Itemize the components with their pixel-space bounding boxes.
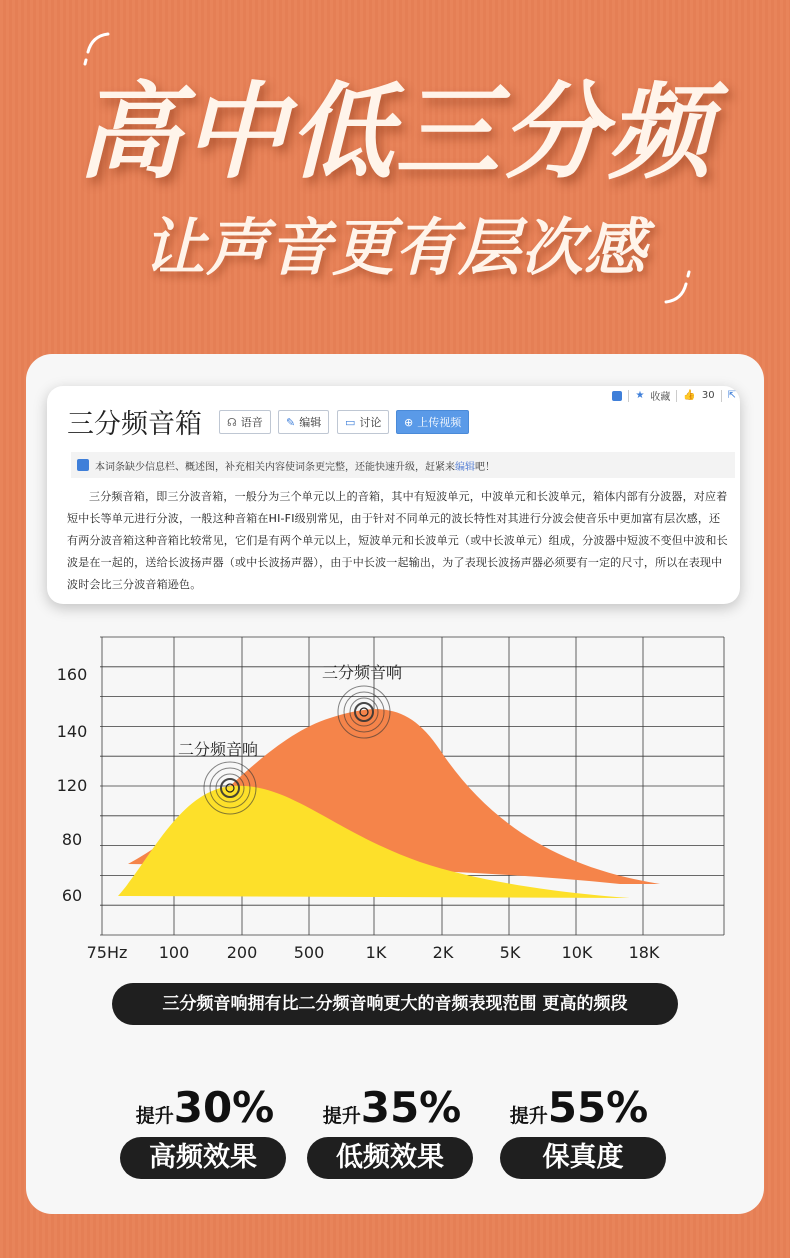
notice-text-after: 吧！ <box>475 461 495 473</box>
stat-2-value: 35% <box>360 1083 462 1132</box>
stat-3 <box>489 1083 669 1132</box>
edit-button-label: 编辑 <box>299 416 322 429</box>
share-icon[interactable]: ⇱ <box>727 390 736 401</box>
star-icon[interactable]: ★ <box>635 390 645 401</box>
favorite-label[interactable]: 收藏 <box>650 392 671 403</box>
discuss-button-label: 讨论 <box>359 416 382 429</box>
plus-circle-icon: ⊕ <box>404 415 414 429</box>
y-tick-label: 160 <box>56 665 88 684</box>
three-way-series-label: 三分频音响 <box>321 663 403 682</box>
y-tick-label: 120 <box>56 776 88 795</box>
headphone-icon: ☊ <box>227 415 237 429</box>
voice-button-label: 语音 <box>240 416 263 429</box>
x-tick-label: 5K <box>499 943 521 962</box>
y-tick-label: 140 <box>56 722 88 741</box>
wiki-paragraph: 三分频音箱，即三分波音箱，一般分为三个单元以上的音箱，其中有短波单元，中波单元和长波单元，箱体内部有分波器，对应着短中长等单元进行分波，一般这种音箱在HI-FI级别常见，由于针对不同单元的波长特性对其进行分波会使音乐中更加富有层次感，还有两分波音箱这种音箱比较常见，它们是有两个单元以上，短波单元和长波单元（或中长波单元）组成，分波器中短波不变但中波和长波是在一起的，送给长波扬声器（或中长波扬声器），由于中长波一起输出，为了表现长波扬声器必须要有一定的尺寸，所以在表现中波时会比三分波音箱逊色。 <box>67 490 728 591</box>
x-tick-label: 200 <box>226 943 258 962</box>
notice-edit-link[interactable]: 编辑 <box>455 461 475 473</box>
x-tick-label: 75Hz <box>86 943 128 962</box>
x-tick-label: 500 <box>293 943 325 962</box>
stat-2-label: 低频效果 <box>307 1137 473 1179</box>
two-way-series-label: 二分频音响 <box>177 740 259 759</box>
stat-3-prefix: 提升 <box>509 1105 548 1127</box>
x-tick-label: 2K <box>432 943 454 962</box>
like-count[interactable]: 30 <box>701 390 715 401</box>
chat-icon: ▭ <box>345 415 356 429</box>
chart-areas <box>118 709 660 898</box>
x-tick-label: 18K <box>628 943 660 962</box>
stat-1-value: 30% <box>173 1083 275 1132</box>
x-tick-label: 10K <box>561 943 593 962</box>
stat-2-prefix: 提升 <box>322 1105 361 1127</box>
x-tick-label: 1K <box>365 943 387 962</box>
stat-1-label: 高频效果 <box>120 1137 286 1179</box>
y-tick-label: 80 <box>61 830 83 849</box>
x-tick-label: 100 <box>158 943 190 962</box>
stat-3-label: 保真度 <box>500 1137 666 1179</box>
pencil-icon: ✎ <box>286 415 296 429</box>
stat-1 <box>115 1083 295 1132</box>
hero-subtitle: 让声音更有层次感 <box>142 211 647 284</box>
stat-3-value: 55% <box>547 1083 649 1132</box>
stat-1-prefix: 提升 <box>135 1105 174 1127</box>
stat-2 <box>302 1083 482 1132</box>
chart-caption: 三分频音响拥有比二分频音响更大的音频表现范围 更高的频段 <box>112 983 678 1025</box>
notice-text-before: 本词条缺少信息栏、概述图，补充相关内容使词条更完整，还能快速升级，赶紧来 <box>95 461 455 473</box>
upload-video-label: 上传视频 <box>417 416 462 429</box>
wiki-title: 三分频音箱 <box>67 409 202 440</box>
hero-title: 高中低三分频 <box>76 71 713 193</box>
thumbs-up-icon[interactable]: 👍 <box>683 390 696 401</box>
y-tick-label: 60 <box>61 886 83 905</box>
